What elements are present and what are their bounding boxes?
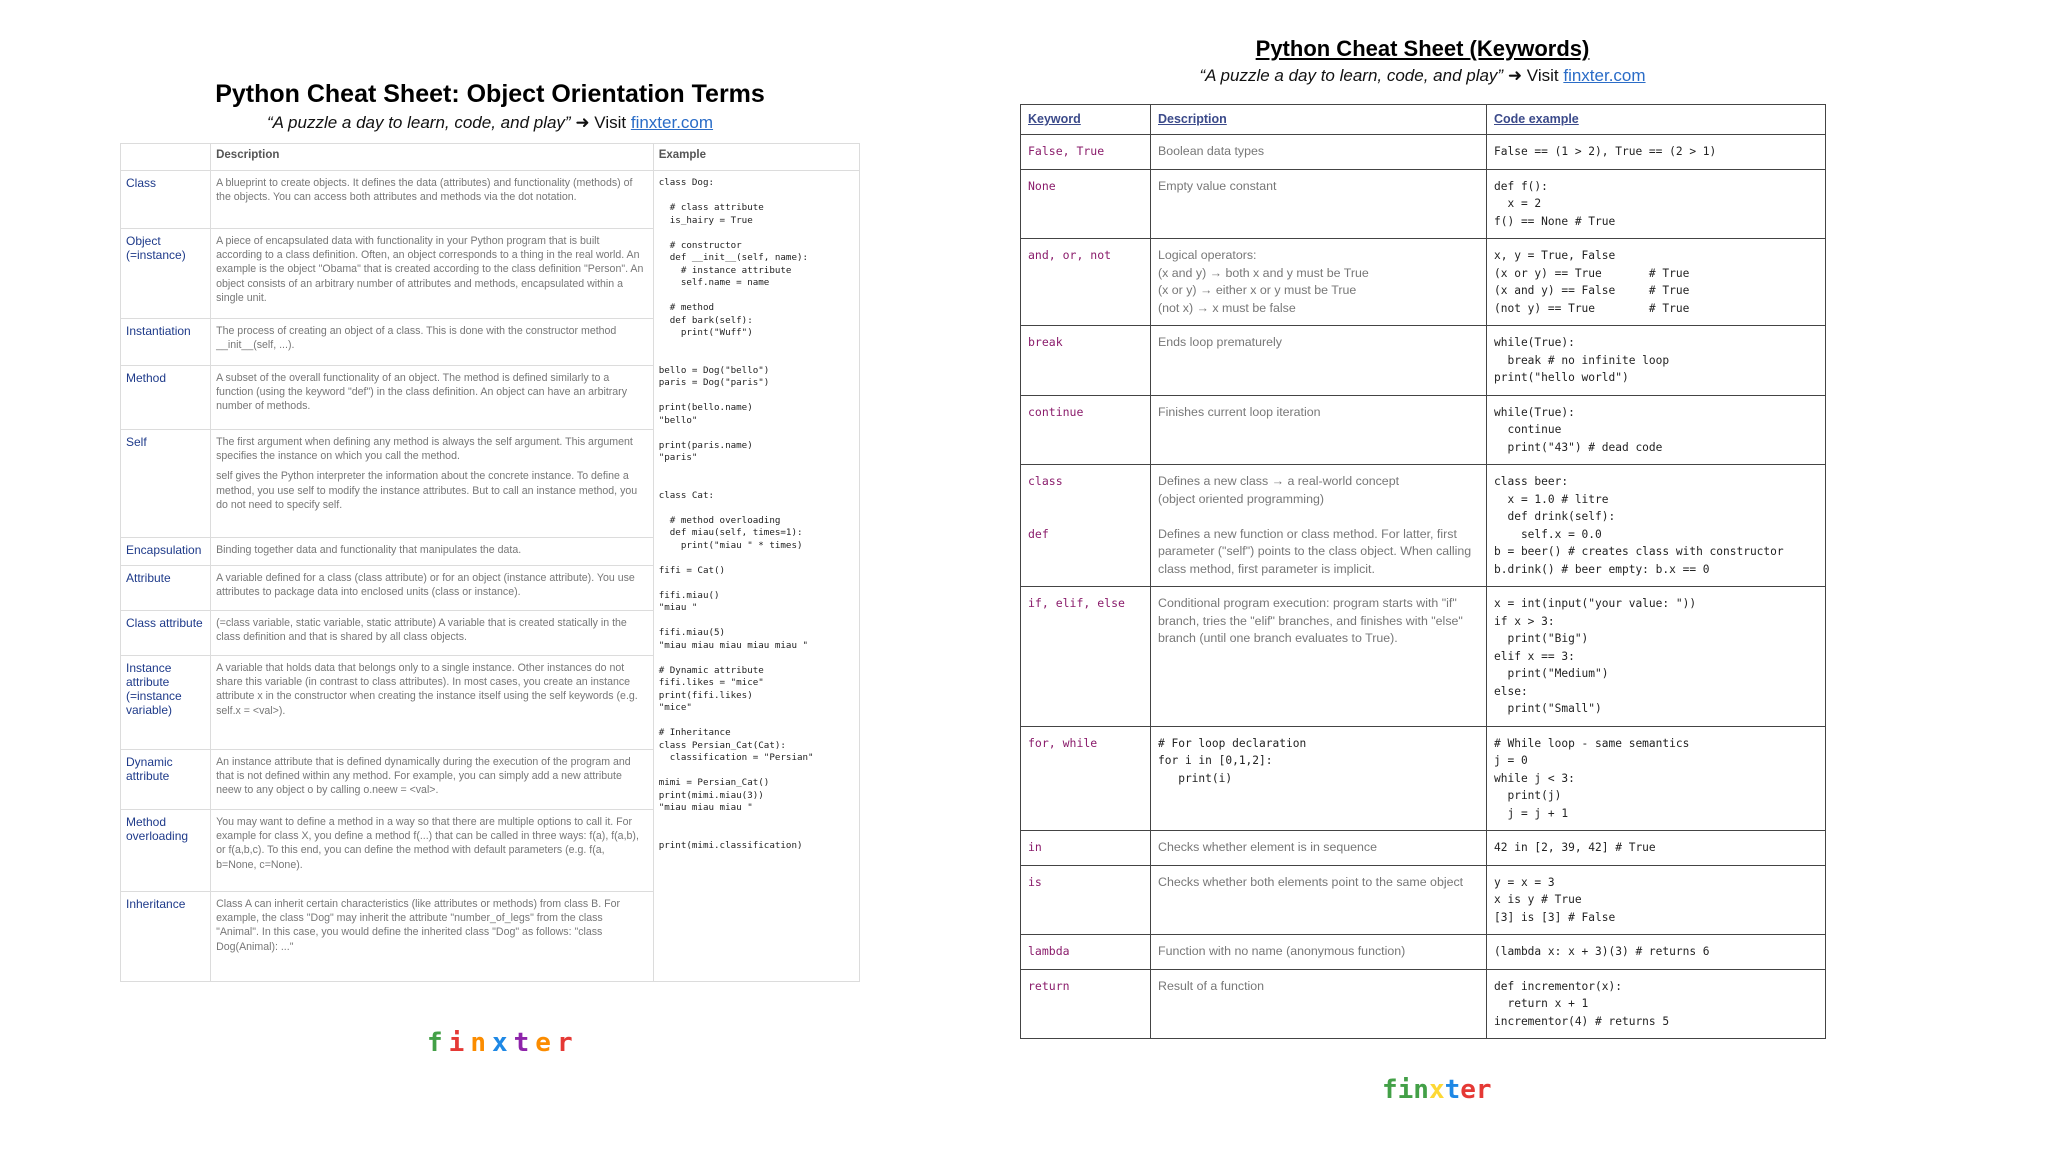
- description-cell: Ends loop prematurely: [1151, 326, 1487, 396]
- table-row: [1021, 935, 1826, 970]
- table-row: [1021, 831, 1826, 866]
- code-example-cell: while(True): break # no infinite loop print("hello world"): [1487, 326, 1826, 396]
- keywords-table-body: [1021, 135, 1826, 1039]
- table-row: [1021, 587, 1826, 727]
- kw-header-code: Code example: [1487, 105, 1826, 135]
- desc-encapsulation: Binding together data and functionality that manipulates the data.: [211, 538, 654, 566]
- keyword-cell: for, while: [1021, 726, 1151, 831]
- desc-method-overloading: You may want to define a method in a way so that there are multiple options to call it. For example for class X, you define a method f(...) that can be called in three ways: f(a), f(a,b), or f(a,b,c). To this end, you can define the method with default parameters (e.g. f(a, b=None, c=None).: [211, 810, 654, 892]
- oo-subtitle-quote: “A puzzle a day to learn, code, and play”: [266, 113, 571, 132]
- table-row: [1021, 395, 1826, 465]
- term-object: Object (=instance): [121, 229, 211, 319]
- keyword-cell: is: [1021, 865, 1151, 935]
- code-example-cell: (lambda x: x + 3)(3) # returns 6: [1487, 935, 1826, 970]
- table-row: [1021, 865, 1826, 935]
- term-encapsulation: Encapsulation: [121, 538, 211, 566]
- term-instance-attribute: Instance attribute (=instance variable): [121, 656, 211, 750]
- description-cell: Finishes current loop iteration: [1151, 395, 1487, 465]
- keyword-cell: if, elif, else: [1021, 587, 1151, 727]
- keyword-cell: return: [1021, 969, 1151, 1039]
- description-cell: Empty value constant: [1151, 169, 1487, 239]
- kw-sheet-subtitle: [1020, 66, 1825, 86]
- keywords-cheat-sheet: [1020, 36, 1825, 1039]
- oo-table-header: [121, 144, 860, 171]
- description-cell: Result of a function: [1151, 969, 1487, 1039]
- desc-instantiation: The process of creating an object of a class. This is done with the constructor method __init__(self, ...).: [211, 319, 654, 366]
- term-method-overloading: Method overloading: [121, 810, 211, 892]
- desc-class-attribute: (=class variable, static variable, static attribute) A variable that is created statically in the class definition and that is shared by all class objects.: [211, 611, 654, 656]
- term-self: Self: [121, 430, 211, 538]
- desc-self-p2: self gives the Python interpreter the information about the concrete instance. To define a method, you use self to modify the instance attributes. But to call an instance method, you do not need to specify self.: [216, 470, 638, 511]
- oo-header-description: Description: [211, 144, 654, 171]
- term-class-attribute: Class attribute: [121, 611, 211, 656]
- oo-subtitle-visit: ➜ Visit: [570, 113, 631, 132]
- term-dynamic-attribute: Dynamic attribute: [121, 750, 211, 810]
- code-example-cell: class beer: x = 1.0 # litre def drink(self): self.x = 0.0 b = beer() # creates class with constructor b.drink() # beer empty: b.x == 0: [1487, 465, 1826, 587]
- oo-header-example: Example: [653, 144, 859, 171]
- table-row: [1021, 239, 1826, 326]
- kw-header-description: Description: [1151, 105, 1487, 135]
- desc-object: A piece of encapsulated data with functionality in your Python program that is built according to a class definition. Often, an object corresponds to a thing in the real world. An example is the object "Obama" that is created according to the class definition "Person". An object consists of an arbitrary number of attributes and methods, encapsulated within a single unit.: [211, 229, 654, 319]
- oo-example-code: class Dog: # class attribute is_hairy = True # constructor def __init__(self, name): # instance attribute self.name = name # method def bark(self): print("Wuff") bello = Dog("bello") paris = Dog("paris") print(bello.name) "bello" print(paris.name) "paris" class Cat: # method overloading def miau(self, times=1): print("miau " * times) fifi = Cat() fifi.miau() "miau " fifi.miau(5) "miau miau miau miau miau " # Dynamic attribute fifi.likes = "mice" print(fifi.likes) "mice" # Inheritance class Persian_Cat(Cat): classification = "Persian" mimi = Persian_Cat() print(mimi.miau(3)) "miau miau miau " print(mimi.classification): [653, 171, 859, 982]
- oo-sheet-subtitle: [120, 113, 860, 133]
- keywords-table: [1020, 104, 1826, 1039]
- code-example-cell: while(True): continue print("43") # dead code: [1487, 395, 1826, 465]
- table-row: [1021, 169, 1826, 239]
- kw-subtitle-quote: “A puzzle a day to learn, code, and play”: [1199, 66, 1504, 85]
- table-row: [1021, 969, 1826, 1039]
- oo-cheat-sheet: [120, 80, 860, 982]
- term-instantiation: Instantiation: [121, 319, 211, 366]
- desc-dynamic-attribute: An instance attribute that is defined dynamically during the execution of the program and that is not defined within any method. For example, you can simply add a new attribute neew to any object o by calling o.neew = <val>.: [211, 750, 654, 810]
- description-cell: Checks whether both elements point to the same object: [1151, 865, 1487, 935]
- term-method: Method: [121, 366, 211, 430]
- kw-sheet-title: Python Cheat Sheet (Keywords): [1255, 36, 1590, 61]
- description-cell: # For loop declaration for i in [0,1,2]: print(i): [1151, 726, 1487, 831]
- keyword-cell: False, True: [1021, 135, 1151, 170]
- finxter-logo-right: finxter: [1382, 1075, 1492, 1105]
- code-example-cell: 42 in [2, 39, 42] # True: [1487, 831, 1826, 866]
- desc-self: [211, 430, 654, 538]
- kw-finxter-link[interactable]: finxter.com: [1563, 66, 1646, 85]
- description-cell: Function with no name (anonymous function): [1151, 935, 1487, 970]
- oo-header-term: [121, 144, 211, 171]
- desc-inheritance: Class A can inherit certain characteristics (like attributes or methods) from class B. For example, the class "Dog" may inherit the attribute "number_of_legs" from the class "Animal". In this case, you would define the inherited class "Dog" as follows: "class Dog(Animal): ...": [211, 892, 654, 982]
- description-cell: Conditional program execution: program starts with "if" branch, tries the "elif" branches, and finishes with "else" branch (until one branch evaluates to True).: [1151, 587, 1487, 727]
- code-example-cell: x, y = True, False (x or y) == True # True (x and y) == False # True (not y) == True # True: [1487, 239, 1826, 326]
- desc-attribute: A variable defined for a class (class attribute) or for an object (instance attribute). You use attributes to package data into enclosed units (class or instance).: [211, 566, 654, 611]
- desc-self-p1: The first argument when defining any method is always the self argument. This argument specifies the instance on which you call the method.: [216, 436, 633, 463]
- term-class: Class: [121, 171, 211, 229]
- oo-finxter-link[interactable]: finxter.com: [630, 113, 714, 132]
- keyword-cell: in: [1021, 831, 1151, 866]
- table-row: [1021, 326, 1826, 396]
- code-example-cell: def f(): x = 2 f() == None # True: [1487, 169, 1826, 239]
- desc-instance-attribute: A variable that holds data that belongs only to a single instance. Other instances do not share this variable (in contrast to class attributes). In most cases, you create an instance attribute x in the constructor when creating the instance itself using the self keywords (e.g. self.x = <val>).: [211, 656, 654, 750]
- keyword-cell: and, or, not: [1021, 239, 1151, 326]
- keyword-cell: class def: [1021, 465, 1151, 587]
- desc-class: A blueprint to create objects. It defines the data (attributes) and functionality (methods) of the objects. You can access both attributes and methods via the dot notation.: [211, 171, 654, 229]
- finxter-logo-left: finxter: [427, 1028, 579, 1058]
- description-cell: Defines a new class → a real-world concept (object oriented programming) Defines a new function or class method. For latter, first parameter ("self") points to the class object. When calling class method, first parameter is implicit.: [1151, 465, 1487, 587]
- code-example-cell: x = int(input("your value: ")) if x > 3: print("Big") elif x == 3: print("Medium") else: print("Small"): [1487, 587, 1826, 727]
- keyword-cell: lambda: [1021, 935, 1151, 970]
- description-cell: Boolean data types: [1151, 135, 1487, 170]
- description-cell: Logical operators: (x and y) → both x and y must be True (x or y) → either x or y must be True (not x) → x must be false: [1151, 239, 1487, 326]
- table-row: [1021, 726, 1826, 831]
- kw-subtitle-visit: ➜ Visit: [1503, 66, 1564, 85]
- table-row: [1021, 135, 1826, 170]
- code-example-cell: def incrementor(x): return x + 1 incrementor(4) # returns 5: [1487, 969, 1826, 1039]
- kw-header-keyword: Keyword: [1021, 105, 1151, 135]
- keyword-cell: break: [1021, 326, 1151, 396]
- kw-table-header: [1021, 105, 1826, 135]
- keyword-cell: None: [1021, 169, 1151, 239]
- keyword-cell: continue: [1021, 395, 1151, 465]
- code-example-cell: # While loop - same semantics j = 0 while j < 3: print(j) j = j + 1: [1487, 726, 1826, 831]
- desc-method: A subset of the overall functionality of an object. The method is defined similarly to a function (using the keyword "def") in the class definition. An object can have an arbitrary number of methods.: [211, 366, 654, 430]
- oo-terms-table: [120, 143, 860, 982]
- table-row: [1021, 465, 1826, 587]
- code-example-cell: y = x = 3 x is y # True [3] is [3] # False: [1487, 865, 1826, 935]
- oo-sheet-title: Python Cheat Sheet: Object Orientation Terms: [215, 80, 765, 108]
- table-row: [121, 171, 860, 229]
- term-inheritance: Inheritance: [121, 892, 211, 982]
- code-example-cell: False == (1 > 2), True == (2 > 1): [1487, 135, 1826, 170]
- description-cell: Checks whether element is in sequence: [1151, 831, 1487, 866]
- term-attribute: Attribute: [121, 566, 211, 611]
